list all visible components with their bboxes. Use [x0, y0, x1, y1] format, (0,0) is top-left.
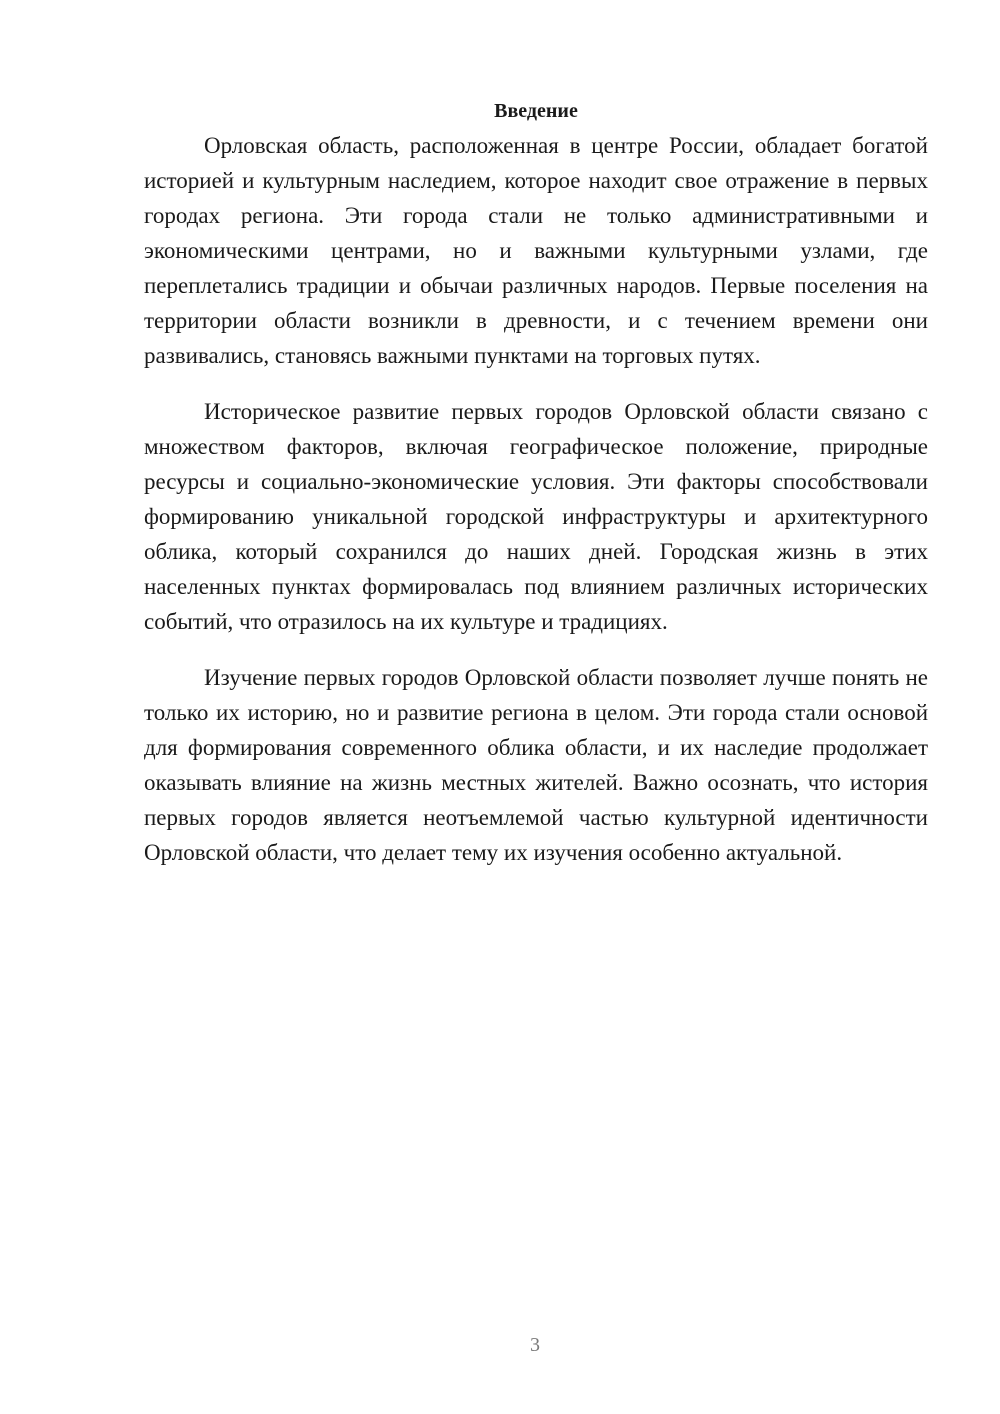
page-number: 3	[530, 1334, 540, 1356]
section-heading: Введение	[494, 100, 578, 122]
paragraph-3: Изучение первых городов Орловской области позволяет лучше понять не только их историю, но и развитие региона в целом. Эти города стали основой для формирования современного облика области, и их наследие продолжает оказывать влияние на жизнь местных жителей. Важно осознать, что история первых городов является неотъемлемой частью культурной идентичности Орловской области, что делает тему их изучения особенно актуальной.	[144, 665, 928, 865]
paragraph-1: Орловская область, расположенная в центре России, обладает богатой историей и культурным наследием, которое находит свое отражение в первых городах региона. Эти города стали не только административными и экономическими центрами, но и важными культурными узлами, где переплетались традиции и обычаи различных народов. Первые поселения на территории области возникли в древности, и с течением времени они развивались, становясь важными пунктами на торговых путях.	[144, 133, 928, 368]
paragraph-2: Историческое развитие первых городов Орловской области связано с множеством факторов, включая географическое положение, природные ресурсы и социально-экономические условия. Эти факторы способствовали формированию уникальной городской инфраструктуры и архитектурного облика, который сохранился до наших дней. Городская жизнь в этих населенных пунктах формировалась под влиянием различных исторических событий, что отразилось на их культуре и традициях.	[144, 399, 928, 634]
page-content	[144, 96, 928, 891]
